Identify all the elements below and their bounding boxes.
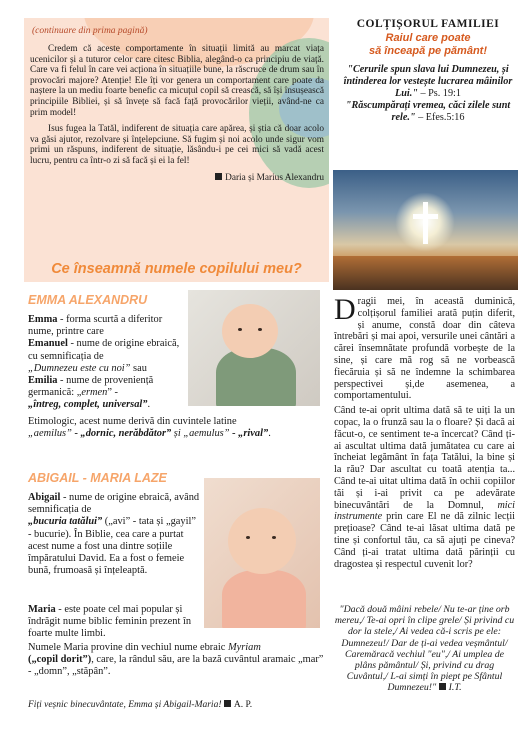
baby-photo-abigail: [204, 478, 320, 628]
abigail-paragraph-2: Maria - este poate cel mai popular și îndrăgit nume biblic feminin prezent în foarte multe limbi.: [28, 604, 192, 640]
emma-line-2: Emanuel - nume de origine ebraică, cu semnificația de: [28, 338, 180, 362]
drop-cap: D: [334, 293, 356, 326]
family-corner-header: [340, 18, 516, 124]
abigail-heading: ABIGAIL - MARIA LAZE: [28, 471, 167, 485]
ground-silhouette: [333, 256, 518, 290]
names-banner-title: Ce înseamnă numele copilului meu?: [51, 261, 302, 277]
baby-eye: [258, 328, 262, 331]
intro-paragraph-2: Isus fugea la Tatăl, indiferent de situația care apărea, și știa că doar acolo va găsi ajutor, rezolvare și înțelepciune. Să fugim și noi acolo unde sigur vom primi un răspuns, indiferent de situație, lăsându-i pe cei mici să vadă acest lucru, pentru ca într-o zi să facă și ei la fel!: [30, 124, 324, 166]
signature-text: Daria și Marius Alexandru: [225, 172, 324, 183]
article-paragraph-2: Când te-ai oprit ultima dată să te uiți la un copac, la o frunză sau la o floare? Și dacă ai făcut-o, ce sentiment te-a încercat? Când ți-ai ascultat ultima dată jumătatea cu care ai încheiat legământ în fața Tatălui, la bine și la rău? Dar ascultat cu toată atenția ta... Când te-ai uitat ultima dată în ochii copiilor tăi și i-ai privit ca pe adevărate binecuvântări de la Domnul, mici instrumente prin care El ne dă zilnic lecții prețioase? Când te-ai lăsat ultima dată pe tine și confortul tău, ca să ajuți pe cineva? Când ți-ai tratat ultima dată părinții cu dragostea și respectul cuvenit lor?: [334, 405, 515, 570]
verse-2-text: "Răscumpărați vremea, căci zilele sunt rele.": [345, 100, 511, 123]
footer-text: Fiți veșnic binecuvântate, Emma și Abigail-Maria!: [28, 700, 222, 710]
square-icon: [439, 683, 446, 690]
emma-line-6: Etimologic, acest nume derivă din cuvintele latine: [28, 416, 237, 427]
emma-line-3: „Dumnezeu este cu noi” sau: [28, 362, 147, 374]
section-subtitle: [340, 32, 516, 58]
poem-text: "Dacă două mâini rebele/ Nu te-ar ține orb mereu,/ Te-ai opri în clipe grele/ Și privind cu dor la stele,/ Ai vedea că-i scris pe ele: Dumnezeu!/ Dar de ți-ai vedea veșmântul/ Caremăracă vechiul "eu",/ Ai umplea de plâns pământul/ Și, privind cu drag Cuvântul,/ L-ai simți în piept pe Sfântul Dumnezeu!": [334, 604, 515, 694]
cross-icon-bar: [413, 214, 438, 219]
continued-note: (continuare din prima pagină): [32, 26, 148, 36]
article-paragraph-1: Dragii mei, în această duminică, colțișorul familiei arată puțin diferit, și anume, constă doar din câteva întrebări și mai apoi, versurile unei cântări a cărei însemnătate profundă vorbește de la sine, și care mă rog să ne vorbească fiecăruia și să ne îndemne la schimbarea perspectivei și,de asemenea, a comportamentului.: [334, 293, 515, 402]
intro-content: [30, 26, 324, 183]
poem-signature: I.T.: [448, 682, 462, 694]
subtitle-line-1: Raiul care poate: [385, 32, 471, 44]
intro-paragraph-1: Credem că aceste comportamente în situații limită au marcat viața ucenicilor și a tuturor celor care citesc Biblia, alegând-o ca principiu de viață. Care va fi felul în care vei acționa în situațiile bune, la răscruce de drum sau în provocări majore? Atenție! Ele îți vor genera un comportament care poate da naștere la un mediu foarte benefic ca micuțul copil să crească, să își însușească principiile Bibliei, și să învețe să facă față provocărilor vieții, având-ne ca prim model!: [30, 44, 324, 118]
emma-line-4: Emilia - nume de proveniență germanică: „ermen” -: [28, 375, 154, 399]
emma-line-1: Emma - forma scurtă a diferitor nume, printre care: [28, 314, 163, 338]
abigail-text-1: [28, 492, 200, 577]
abigail-paragraph-3: Numele Maria provine din vechiul nume ebraic Myriam („copil dorit”), care, la rândul său, are la bază cuvântul aramaic „mar” - „domn”, „stăpân”.: [28, 642, 324, 678]
names-footer: [28, 700, 328, 710]
poem: [334, 604, 515, 694]
baby-eye: [246, 536, 250, 539]
verse-2-ref: – Efes.5:16: [415, 112, 465, 123]
section-title: COLȚIȘORUL FAMILIEI: [356, 18, 500, 30]
abigail-paragraph-1: Abigail - nume de origine ebraică, având semnificația de „bucuria tatălui” („avi” - tata și „gayil” - bucurie). În Biblie, cea care a purtat acest nume a fost una dintre soțiile împăratului David. Ea a fost o femeie bună, frumoasă și înțeleaptă.: [28, 492, 200, 577]
baby-photo-emma: [188, 290, 320, 406]
emma-line-7: „aemilus” - „dornic, nerăbdător” și „aemulus” - „rival”.: [28, 428, 271, 440]
footer-signature: A. P.: [233, 700, 253, 710]
baby-eye: [272, 536, 276, 539]
verse-1-ref: – Ps. 19:1: [417, 88, 461, 99]
baby-face: [222, 304, 278, 358]
emma-line-5: „întreg, complet, universal”.: [28, 399, 151, 411]
baby-shirt: [222, 570, 306, 628]
names-banner: [24, 256, 329, 282]
family-article: [334, 293, 515, 573]
intro-signature: [30, 173, 324, 183]
square-icon: [215, 173, 222, 180]
cross-sky-image: [333, 170, 518, 290]
abigail-text-2: [28, 604, 200, 641]
baby-face: [228, 508, 296, 574]
emma-text-bottom: [28, 416, 328, 440]
emma-text-top: [28, 314, 184, 412]
verse-2: [340, 100, 516, 124]
subtitle-line-2: să înceapă pe pământ!: [369, 45, 487, 57]
verse-1: [340, 64, 516, 100]
intro-section: [24, 18, 329, 256]
square-icon: [224, 700, 231, 707]
abigail-text-3: [28, 642, 328, 679]
emma-heading: EMMA ALEXANDRU: [28, 293, 148, 307]
baby-eye: [238, 328, 242, 331]
verse-1-text: "Cerurile spun slava lui Dumnezeu, și întinderea lor vestește lucrarea mâinilor Lui.": [343, 64, 513, 99]
cross-icon: [423, 202, 428, 244]
